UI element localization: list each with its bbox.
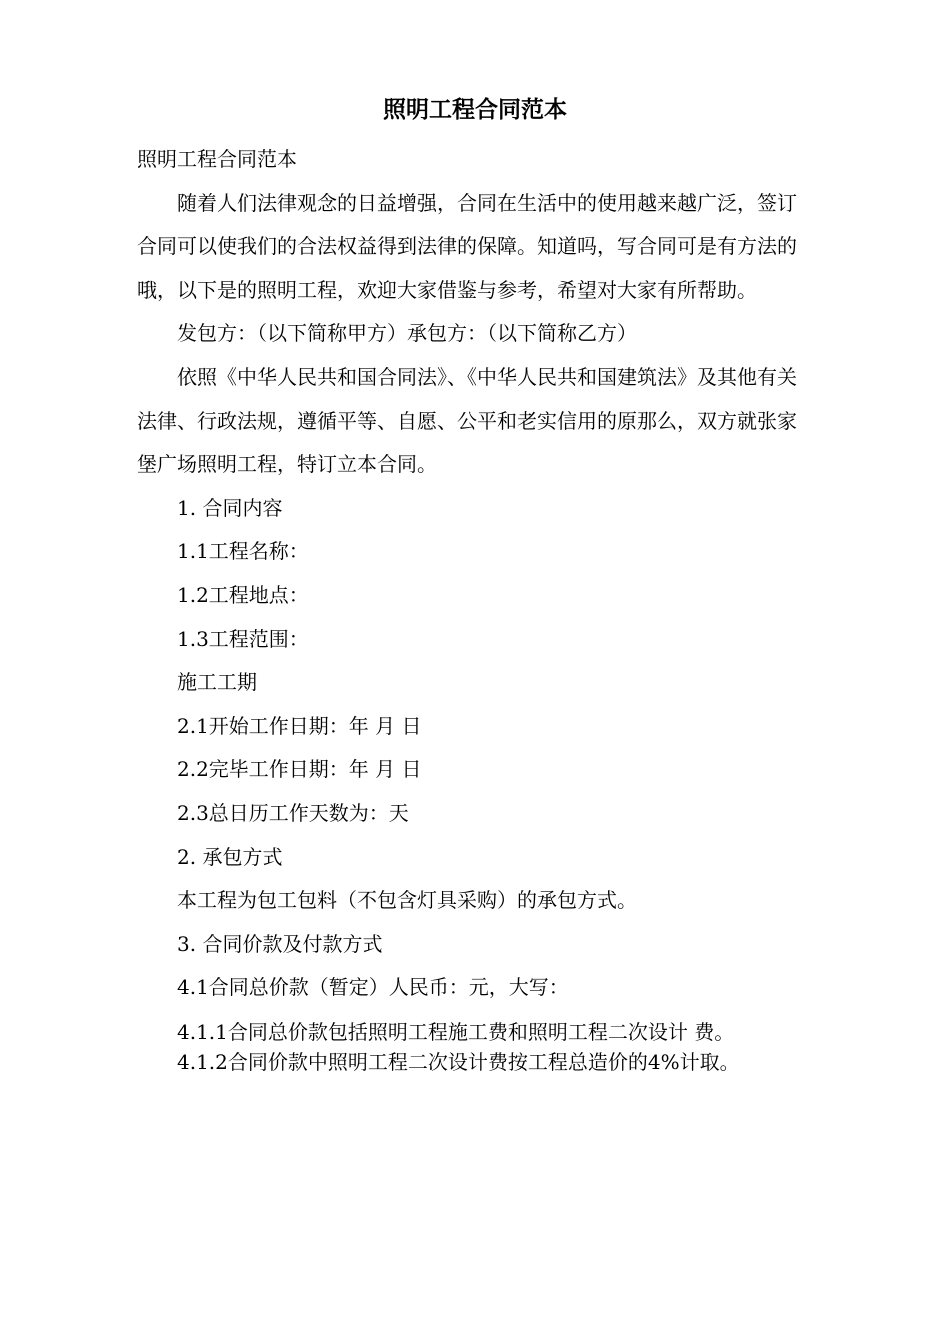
item-project-location: 1.2工程地点： [177,582,309,607]
item-design-fee: 4.1.2合同价款中照明工程二次设计费按工程总造价的4%计取。 [177,1049,740,1074]
paragraph-heading: 照明工程合同范本 [137,147,297,171]
paragraph-parties: 发包方：（以下简称甲方）承包方：（以下简称乙方） [177,321,637,346]
document-title: 照明工程合同范本 [383,97,567,123]
item-total-price: 4.1合同总价款（暂定）人民币：元，大写： [177,975,569,1000]
section-price-payment: 3. 合同价款及付款方式 [177,931,383,956]
paragraph-contracting-method: 本工程为包工包料（不包含灯具采购）的承包方式。 [177,888,637,913]
section-contracting-method: 2. 承包方式 [177,844,283,869]
paragraph-legal-basis: 依照《中华人民共和国合同法》、《中华人民共和国建筑法》及其他有关法律、行政法规，遵循平等、自愿、公平和老实信用的原那么，双方就张家堡广场照明工程，特订立本合同。 [137,364,797,477]
document-body [137,138,813,1077]
item-start-date: 2.1开始工作日期：年 月 日 [177,713,422,738]
item-total-days: 2.3总日历工作天数为：天 [177,800,409,825]
item-end-date: 2.2完毕工作日期：年 月 日 [177,757,422,782]
section-construction-period: 施工工期 [177,670,257,695]
item-project-scope: 1.3工程范围： [177,626,309,651]
item-project-name: 1.1工程名称： [177,539,309,564]
item-price-includes: 4.1.1合同总价款包括照明工程施工费和照明工程二次设计 费。 [177,1019,735,1044]
section-contract-content: 1. 合同内容 [177,495,283,520]
paragraph-intro: 随着人们法律观念的日益增强，合同在生活中的使用越来越广泛，签订合同可以使我们的合法权益得到法律的保障。知道吗，写合同可是有方法的哦，以下是的照明工程，欢迎大家借鉴与参考，希望对大家有所帮助。 [137,190,797,302]
